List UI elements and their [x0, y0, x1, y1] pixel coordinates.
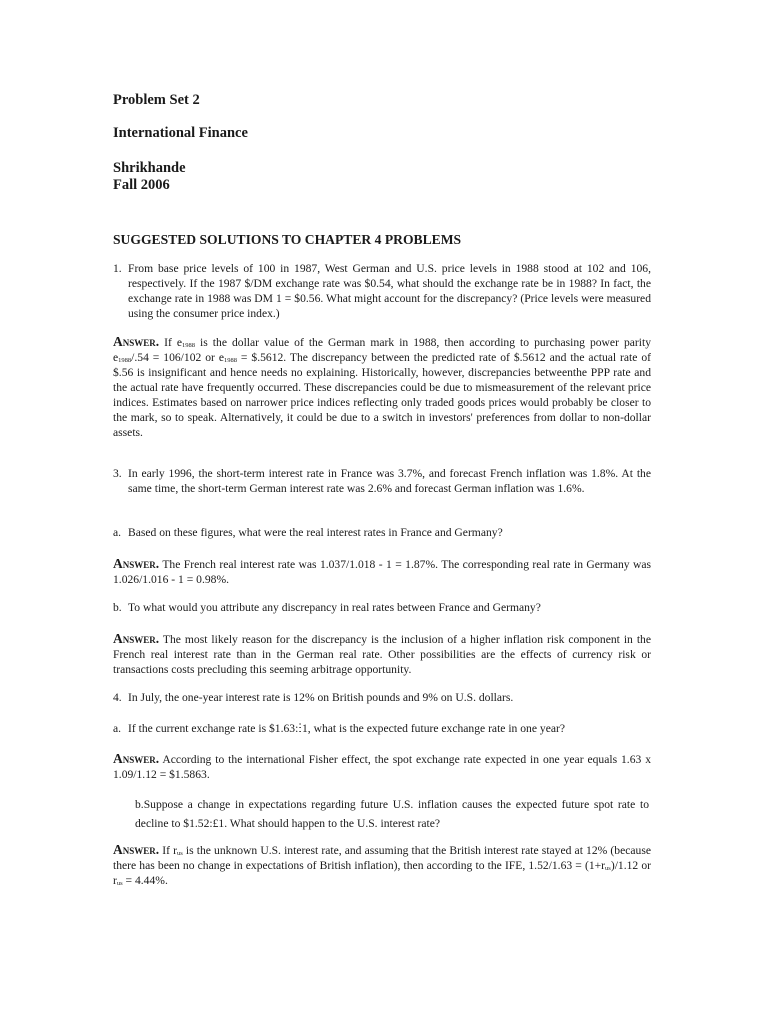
question-text: Based on these figures, what were the real interest rates in France and Germany? — [128, 526, 503, 539]
answer-3a: Answer. The French real interest rate was 1.037/1.018 - 1 = 1.87%. The corresponding real rate in Germany was 1.026/1.016 - 1 = 0.98%. — [113, 556, 651, 586]
question-3b — [113, 600, 651, 615]
question-text: From base price levels of 100 in 1987, West German and U.S. price levels in 1988 stood at 102 and 106, respectively. If the 1987 $/DM exchange rate was $0.54, what should the exchange rate be in 1988? In fact, the exchange rate in 1988 was DM 1 = $0.56. What might account for the discrepancy? (Price levels were measured using the consumer price index.) — [128, 262, 651, 320]
part-label: b. — [113, 601, 122, 614]
part-label: a. — [113, 722, 122, 735]
question-3 — [113, 466, 651, 496]
answer-4b: Answer. If $r_{us}$ is the unknown U.S. interest rate, and assuming that the British interest rate stayed at 12% (because there has been no change in expectations of British inflation), then according to the IFE, $1.52/1.63 = (1+r_{us})/1.12$ or $r_{us} = 4.44\%$. — [113, 842, 651, 887]
answer-3b: Answer. The most likely reason for the discrepancy is the inclusion of a higher inflation risk component in the French real interest rate than in the German real rate. Other possibilities are the effects of currency risk or transactions costs precluding this seeming arbitrage opportunity. — [113, 631, 651, 676]
question-number: 3. — [113, 467, 122, 480]
answer-label: Answer. — [113, 631, 160, 646]
question-1 — [113, 261, 651, 321]
question-number: 1. — [113, 262, 122, 275]
question-text: To what would you attribute any discrepancy in real rates between France and Germany? — [128, 601, 541, 614]
question-text: In early 1996, the short-term interest rate in France was 3.7%, and forecast French inflation was 1.8%. At the same time, the short-term German interest rate was 2.6% and forecast German inflation was 1.6%. — [128, 467, 651, 495]
question-4b: b.Suppose a change in expectations regarding future U.S. inflation causes the expected future spot rate to decline to $1.52:£1. What should happen to the U.S. interest rate? — [135, 798, 649, 830]
course-title: International Finance — [113, 125, 248, 141]
problem-set-title: Problem Set 2 — [113, 92, 200, 108]
question-3a — [113, 525, 651, 540]
question-4 — [113, 690, 651, 705]
answer-label: Answer. — [113, 334, 160, 349]
part-label: a. — [113, 526, 122, 539]
answer-1: Answer. If $e_{1988}$ is the dollar value of the German mark in 1988, then according to purchasing power parity $e_{1988}/.54 = 106/102$ or $e_{1988}$ = $.5612. The discrepancy between the predicted rate of $.5612 and the actual rate of $.56 is insignificant and hence needs no explaining. Historically, however, discrepancies betweenthe PPP rate and the actual rate have frequently occurred. These discrepancies could be due to mismeasurement of the relevant price indices. Estimates based on narrower price indices reflecting only traded goods prices would probably be closer to the mark, so to speak. Alternatively, it could be due to a switch in investors' preferences from dollar to non-dollar assets. — [113, 334, 652, 439]
answer-label: Answer. — [113, 842, 160, 857]
section-heading: SUGGESTED SOLUTIONS TO CHAPTER 4 PROBLEMS — [113, 232, 462, 247]
answer-label: Answer. — [113, 751, 160, 766]
question-4a — [113, 721, 651, 736]
term: Fall 2006 — [113, 177, 170, 193]
question-text: If the current exchange rate is $1.63:ⵗ1, what is the expected future exchange rate in one year? — [128, 722, 565, 735]
answer-label: Answer. — [113, 556, 160, 571]
question-text: In July, the one-year interest rate is 12% on British pounds and 9% on U.S. dollars. — [128, 691, 514, 704]
answer-4a: Answer. According to the international Fisher effect, the spot exchange rate expected in one year equals 1.63 x 1.09/1.12 = $1.5863. — [113, 751, 651, 781]
question-number: 4. — [113, 691, 122, 704]
instructor-name: Shrikhande — [113, 160, 186, 176]
